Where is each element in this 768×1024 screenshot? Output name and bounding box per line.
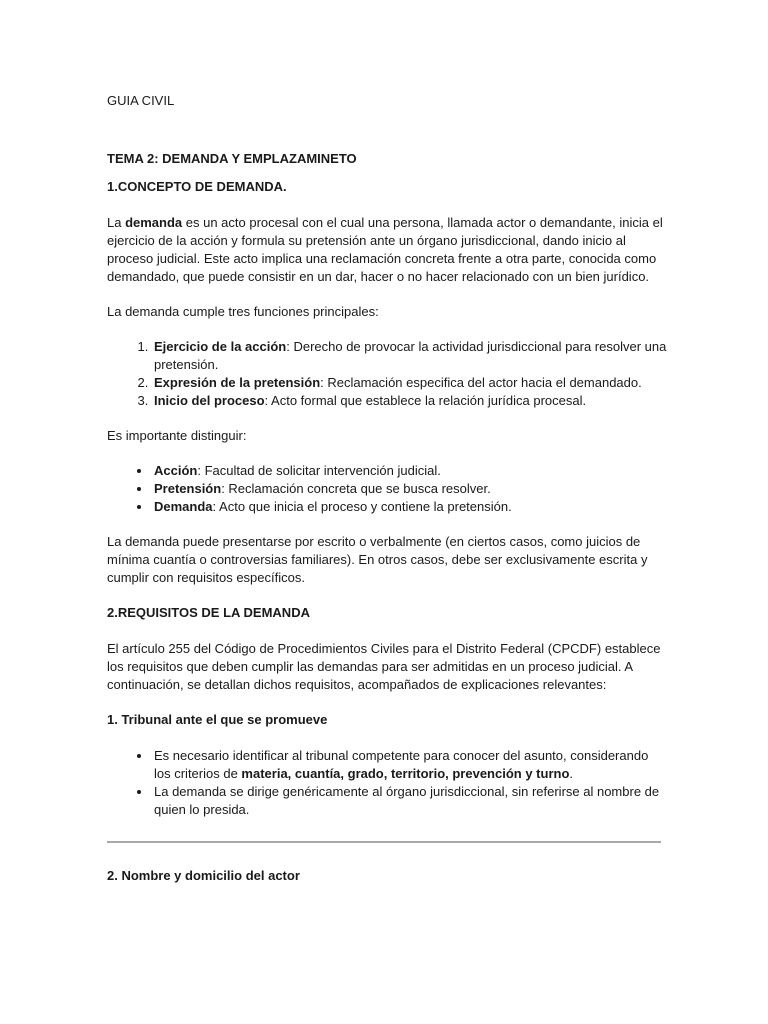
list-item-criteria: materia, cuantía, grado, territorio, prevención y turno bbox=[241, 766, 570, 781]
list-item bbox=[152, 498, 667, 516]
topic-heading: TEMA 2: DEMANDA Y EMPLAZAMINETO bbox=[107, 151, 357, 166]
list-item bbox=[152, 480, 667, 498]
list-item-desc: : Reclamación concreta que se busca resolver. bbox=[221, 481, 491, 496]
list-item-desc: : Acto formal que establece la relación jurídica procesal. bbox=[264, 393, 587, 408]
list-item-term: Acción bbox=[154, 463, 198, 478]
term-demanda: demanda bbox=[125, 215, 183, 230]
text-span: es un acto procesal con el cual una persona, llamada actor o demandante, inicia el ejercicio de la acción y formula su pretensión ante un órgano jurisdiccional, dando inicio al proceso judicial. Este acto implica una reclamación concreta frente a otra parte, conocida como demandado, que puede consistir en un dar, hacer o no hacer relacionado con un bien jurídico. bbox=[107, 215, 663, 284]
list-item bbox=[152, 392, 667, 410]
list-item-desc: : Facultad de solicitar intervención judicial. bbox=[197, 463, 441, 478]
requirement-heading-tribunal: 1. Tribunal ante el que se promueve bbox=[107, 712, 328, 727]
list-item bbox=[152, 338, 667, 374]
list-item-term: Demanda bbox=[154, 499, 213, 514]
list-item-term: Ejercicio de la acción bbox=[154, 339, 287, 354]
paragraph-distinguir: Es importante distinguir: bbox=[107, 428, 247, 443]
list-item-term: Expresión de la pretensión bbox=[154, 375, 321, 390]
list-item-text-end: . bbox=[569, 766, 574, 781]
text-span: La bbox=[107, 215, 126, 230]
list-item-desc: : Acto que inicia el proceso y contiene la pretensión. bbox=[212, 499, 512, 514]
distinctions-list bbox=[107, 462, 667, 516]
document-title: GUIA CIVIL bbox=[107, 93, 175, 108]
list-item-desc: : Derecho de provocar la actividad jurisdiccional para resolver una pretensión. bbox=[154, 339, 667, 372]
list-item bbox=[152, 747, 667, 783]
section-heading-requisitos: 2.REQUISITOS DE LA DEMANDA bbox=[107, 605, 310, 620]
list-item-text: Es necesario identificar al tribunal competente para conocer del asunto, considerando los criterios de bbox=[154, 748, 649, 781]
paragraph-funciones-intro: La demanda cumple tres funciones principales: bbox=[107, 304, 379, 319]
paragraph-forma-presentacion: La demanda puede presentarse por escrito o verbalmente (en ciertos casos, como juicios de mínima cuantía o controversias familiares). En otros casos, debe ser exclusivamente escrita y cumplir con requisitos específicos. bbox=[107, 534, 648, 585]
list-item-term: Pretensión bbox=[154, 481, 222, 496]
list-item-text: La demanda se dirige genéricamente al órgano jurisdiccional, sin referirse al nombre de quien lo presida. bbox=[154, 784, 660, 817]
document-content bbox=[107, 92, 667, 903]
list-item bbox=[152, 462, 667, 480]
horizontal-divider bbox=[107, 841, 661, 843]
list-item-desc: : Reclamación especifica del actor hacia el demandado. bbox=[320, 375, 642, 390]
section-heading-concepto: 1.CONCEPTO DE DEMANDA. bbox=[107, 179, 287, 194]
requirement-heading-actor: 2. Nombre y domicilio del actor bbox=[107, 868, 300, 883]
tribunal-requirements-list bbox=[107, 747, 667, 819]
functions-list bbox=[107, 338, 667, 410]
paragraph-definicion bbox=[107, 214, 667, 286]
list-item bbox=[152, 374, 667, 392]
paragraph-articulo-255: El artículo 255 del Código de Procedimientos Civiles para el Distrito Federal (CPCDF) establece los requisitos que deben cumplir las demandas para ser admitidas en un proceso judicial. A continuación, se detallan dichos requisitos, acompañados de explicaciones relevantes: bbox=[107, 641, 661, 692]
list-item bbox=[152, 783, 667, 819]
list-item-term: Inicio del proceso bbox=[154, 393, 265, 408]
